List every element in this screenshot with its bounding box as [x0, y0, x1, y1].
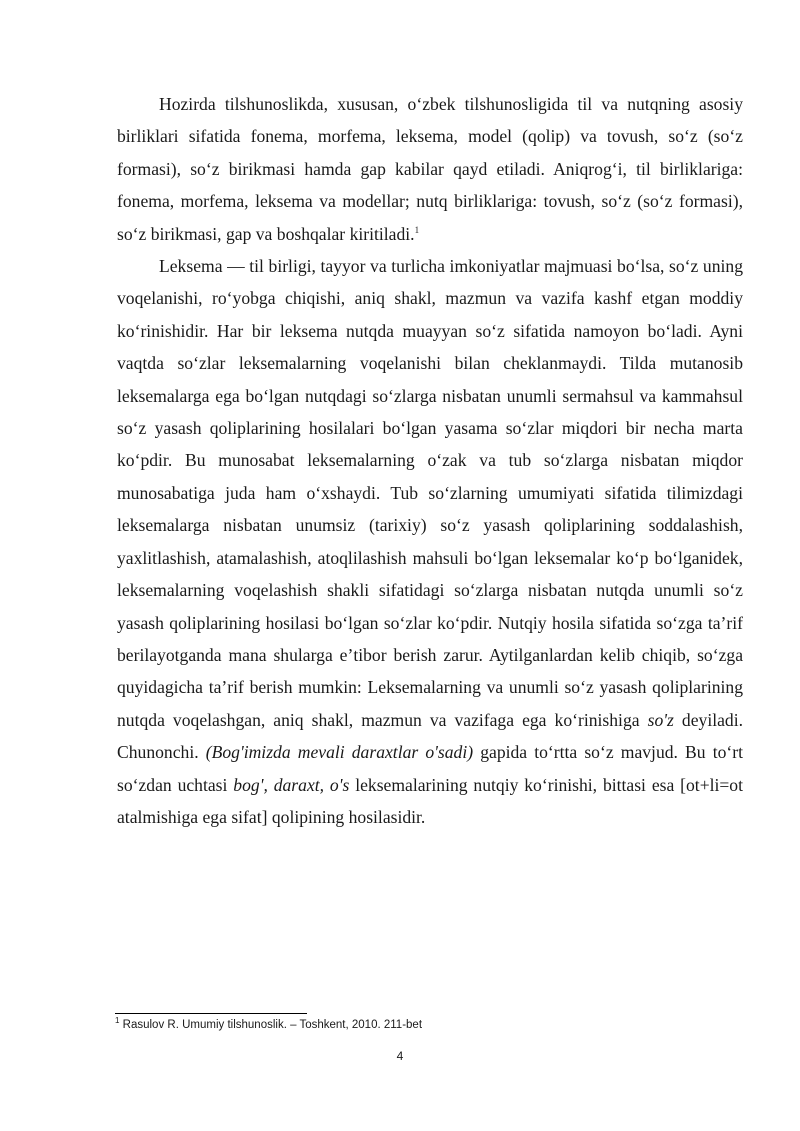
paragraph-2-text-4: leksemalarining nutqiy koʻrinishi, bittasi esa [ot+li=ot atalmishiga ega sifat] qolipining hosilasidir. — [117, 774, 743, 827]
body-text — [117, 88, 743, 833]
footnote-number: 1 — [115, 1016, 120, 1025]
footnote-separator — [115, 1013, 307, 1014]
paragraph-2-text-1: Leksema — til birligi, tayyor va turlicha imkoniyatlar majmuasi boʻlsa, soʻz uning voqelanishi, roʻyobga chiqishi, aniq shakl, mazmun va vazifa kashf etgan moddiy koʻrinishidir. Har bir leksema nutqda muayyan soʻz sifatida namoyon boʻladi. Ayni vaqtda soʻzlar leksemalarning voqelanishi bilan cheklanmaydi. Tilda mutanosib leksemalarga ega boʻlgan nutqdagi soʻzlarga nisbatan unumli sermahsul va kammahsul soʻz yasash qoliplarining hosilalari boʻlgan yasama soʻzlar miqdori bir necha marta koʻpdir. Bu munosabat leksemalarning oʻzak va tub soʻzlarga nisbatan miqdor munosabatiga juda ham oʻxshaydi. Tub soʻzlarning umumiyati sifatida tilimizdagi leksemalarga nisbatan unumsiz (tarixiy) soʻz yasash qoliplarining soddalashish, yaxlitlashish, atamalashish, atoqlilashish mahsuli boʻlgan leksemalar koʻp boʻlganidek, leksemalarning voqelashish shakli sifatidagi soʻzlarga nisbatan nutqda unumli soʻz yasash qoliplarining hosilasi boʻlgan soʻzlar koʻpdir. Nutqiy hosila sifatida soʻzga taʼrif berilayotganda mana shularga eʼtibor berish zarur. Aytilganlardan kelib chiqib, soʻzga quyidagicha taʼrif berish mumkin: Leksemalarning va unumli soʻz yasash qoliplarining nutqda voqelashgan, aniq shakl, mazmun va vazifaga ega koʻrinishiga — [117, 256, 743, 730]
paragraph-1 — [117, 88, 743, 250]
page-number: 4 — [396, 1049, 404, 1063]
italic-example-words: bog', daraxt, o's — [233, 774, 350, 795]
paragraph-2 — [117, 250, 743, 833]
italic-term-soz: so'z — [647, 709, 674, 730]
footnote — [115, 1016, 422, 1031]
paragraph-2-text-2: deyiladi. Chunonchi. — [117, 709, 743, 763]
paragraph-2-text-3: gapida toʻrtta soʻz mavjud. Bu toʻrt soʻzdan uchtasi — [117, 742, 743, 795]
italic-example-sentence: (Bog'imizda mevali daraxtlar o'sadi) — [205, 742, 474, 763]
footnote-text: Rasulov R. Umumiy tilshunoslik. – Toshkent, 2010. 211-bet — [122, 1018, 423, 1031]
paragraph-1-text: Hozirda tilshunoslikda, xususan, oʻzbek tilshunosligida til va nutqning asosiy birliklari sifatida fonema, morfema, leksema, model (qolip) va tovush, soʻz (soʻz formasi), soʻz birikmasi hamda gap kabilar qayd etiladi. Aniqrogʻi, til birliklariga: fonema, morfema, leksema va modellar; nutq birliklariga: tovush, soʻz (soʻz formasi), soʻz birikmasi, gap va boshqalar kiritiladi. — [117, 94, 743, 244]
footnote-reference: 1 — [414, 224, 420, 235]
